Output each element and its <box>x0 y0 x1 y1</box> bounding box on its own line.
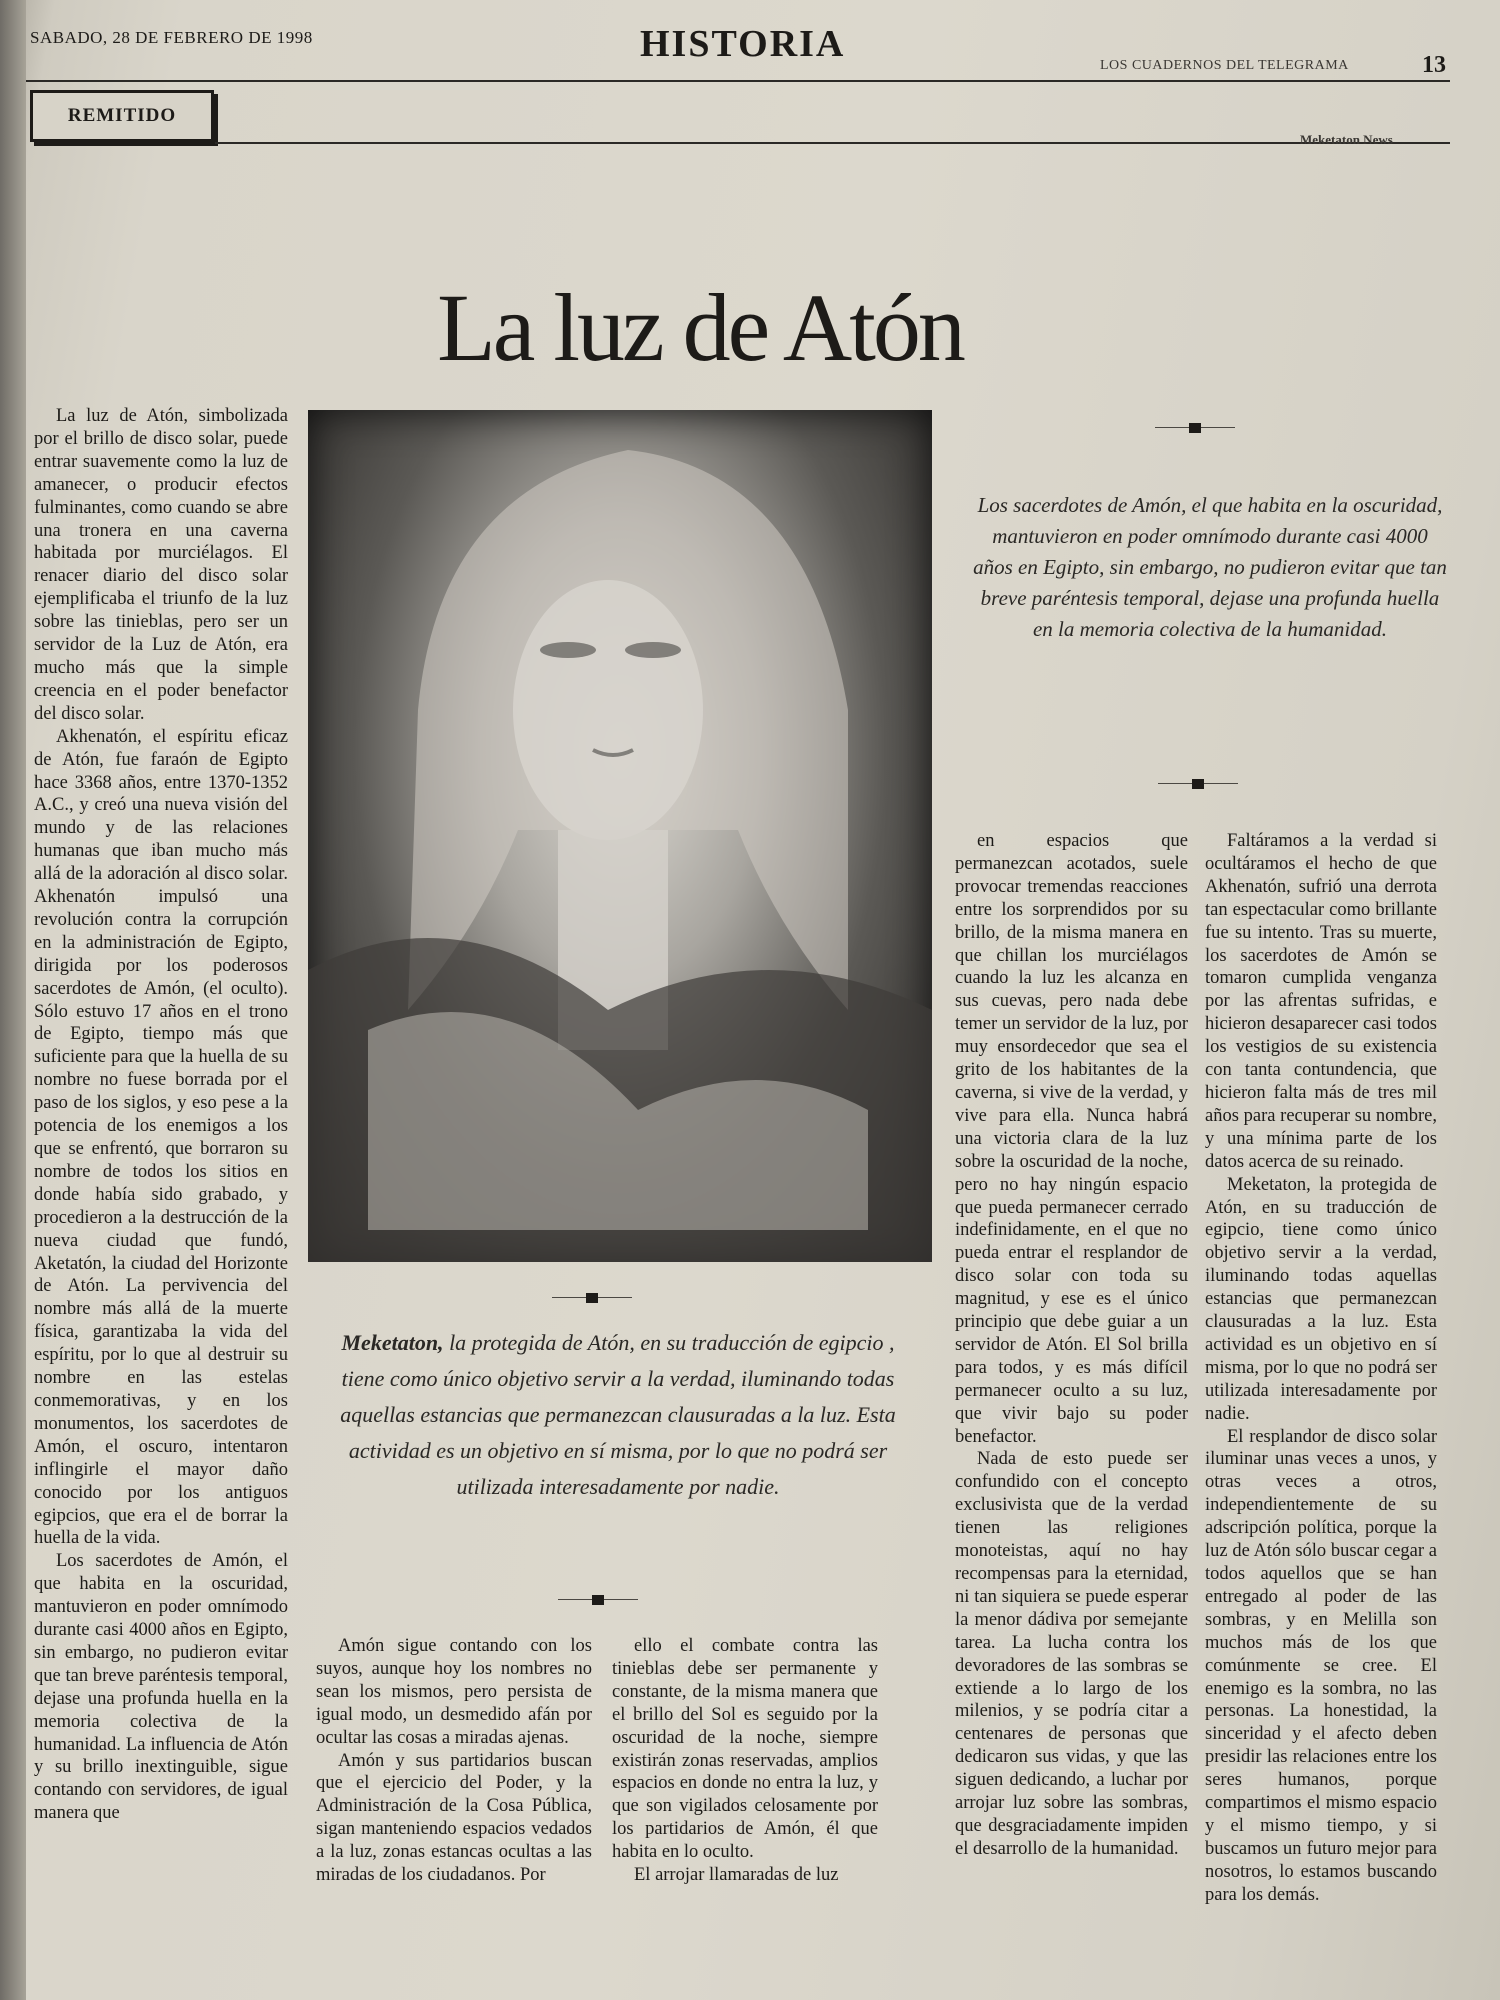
paragraph: Amón y sus partidarios buscan que el ejercicio del Poder, y la Administración de la Cosa Pública, sigan manteniendo espacios vedados a la luz, zonas estancas ocultas a las miradas de los ciudadanos. Por <box>316 1750 592 1886</box>
ornament-divider <box>558 1594 638 1606</box>
article-title: La luz de Atón <box>437 274 963 382</box>
paragraph: Nada de esto puede ser confundido con el concepto exclusivista que de la verdad tienen las religiones monoteistas, aquí no hay recompensas para la eternidad, ni tan siquiera se puede esperar la menor dádiva por semejante tarea. La lucha contra los devoradores de las sombras se extiende a lo largo de los milenios, y se podría citar a centenares de personas que dedicaron sus vidas, y que las siguen dedicando, a luchar por arrojar luz sobre las sombras, que desgraciadamente impiden el desarrollo de la humanidad. <box>955 1449 1188 1859</box>
pullquote-lead: Meketaton, <box>341 1330 444 1355</box>
source-tag: Meketaton News <box>1300 132 1393 147</box>
paragraph: Faltáramos a la verdad si ocultáramos el hecho de que Akhenatón, sufrió una derrota tan espectacular como brillante fue su intento. Tras su muerte, los sacerdotes de Amón se tomaron cumplida venganza por las afrentas sufridas, e hicieron desaparecer casi todos los vestigios de su existencia con tanta contundencia, que hicieron falta más de tres mil años para recuperar su nombre, y una mínima parte de los datos acerca de su reinado. <box>1205 831 1437 1172</box>
header-date: SABADO, 28 DE FEBRERO DE 1998 <box>30 28 313 47</box>
article-column-5 <box>1205 830 1437 1907</box>
paragraph: Los sacerdotes de Amón, el que habita en la oscuridad, mantuvieron en poder omnímodo durante casi 4000 años en Egipto, sin embargo, no pudieron evitar que tan breve paréntesis temporal, dejase una profunda huella en la memoria colectiva de la humanidad. La influencia de Atón y su brillo inextinguible, sigue contando con servidores, de igual manera que <box>34 1551 288 1824</box>
paragraph: ello el combate contra las tinieblas debe ser permanente y constante, de la misma manera que el brillo del Sol es seguido por la oscuridad de la noche, siempre existirán zonas reservadas, amplios espacios en donde no entra la luz, y que son vigilados celosamente por los partidarios de Amón, él que habita en lo oculto. <box>612 1636 878 1863</box>
publication-name: LOS CUADERNOS DEL TELEGRAMA <box>1100 58 1349 73</box>
pullquote-bottom <box>318 1325 918 1505</box>
pullquote-text: la protegida de Atón, en su traducción de egipcio , tiene como único objetivo servir a la verdad, iluminando todas aquellas estancias que permanezcan clausuradas a la luz. Esta actividad es un objetivo en sí misma, por lo que no podrá ser utilizada interesadamente por nadie. <box>340 1330 896 1499</box>
section-title: HISTORIA <box>640 23 846 65</box>
paragraph: en espacios que permanezcan acotados, suele provocar tremendas reacciones entre los sorprendidos por su brillo, de la misma manera en que chillan los murciélagos cuando la luz les alcanza en sus cuevas, pero nada debe temer un servidor de la luz, por muy ensordecedor que sea el grito de los habitantes de la caverna, si vive de la verdad, y vive para ella. Nunca habrá una victoria clara de la luz sobre la oscuridad de la noche, pero no hay ningún espacio que pueda permanecer cerrado indefinidamente, en el que no pueda entrar el resplandor de disco solar con toda su magnitud, y ese es el único principio que debe guiar a un servidor de Atón. El Sol brilla para todos, y es más difícil permanecer oculto a su luz, que vivir bajo su poder benefactor. <box>955 831 1188 1447</box>
paragraph: Akhenatón, el espíritu eficaz de Atón, fue faraón de Egipto hace 3368 años, entre 1370-1352 A.C., y creó una nueva visión del mundo y de las relaciones humanas que iban mucho más allá de la adoración al disco solar. Akhenatón impulsó una revolución contra la corrupción en la administración de Egipto, dirigida por los poderosos sacerdotes de Amón, (el oculto). Sólo estuvo 17 años en el trono de Egipto, tiempo más que suficiente para que la huella de su nombre no fuese borrada por el paso de los siglos, y eso pese a la potencia de los enemigos a los que se enfrentó, que borraron su nombre de todos los sitios en donde había sido grabado, y procedieron a la destrucción de la nueva ciudad que fundó, Aketatón, la ciudad del Horizonte de Atón. La pervivencia del nombre más allá de la muerte física, garantizaba la vida del espíritu, por lo que al destruir su nombre en las estelas conmemorativas, y en los monumentos, los sacerdotes de Amón, el oscuro, intentaron inflingirle el mayor daño conocido por los antiguos egipcios, que era el de borrar la huella de la vida. <box>34 726 288 1549</box>
article-column-2 <box>316 1635 592 1887</box>
article-column-1 <box>34 405 288 1825</box>
article-column-3 <box>612 1635 878 1887</box>
pharaoh-statue-photo <box>308 410 932 1262</box>
page-number: 13 <box>1422 52 1446 78</box>
paragraph: La luz de Atón, simbolizada por el brillo de disco solar, puede entrar suavemente como la luz de amanecer, o producir efectos fulminantes, como cuando se abre una tronera en una caverna habitada por murciélagos. El renacer diario del disco solar ejemplificaba el triunfo de la luz sobre las tinieblas, pero ser un servidor de la Luz de Atón, era mucho más que la simple creencia en el poder benefactor del disco solar. <box>34 406 288 724</box>
paragraph: Amón sigue contando con los suyos, aunque hoy los nombres no sean los mismos, pero persista de igual modo, un desmedido afán por ocultar las cosas a miradas ajenas. <box>316 1636 592 1748</box>
ornament-divider <box>1155 422 1235 434</box>
article-column-4 <box>955 830 1188 1861</box>
pullquote-top: Los sacerdotes de Amón, el que habita en la oscuridad, mantuvieron en poder omnímodo durante casi 4000 años en Egipto, sin embargo, no pudieron evitar que tan breve paréntesis temporal, dejase una profunda huella en la memoria colectiva de la humanidad. <box>973 493 1447 641</box>
remitido-label: REMITIDO <box>30 90 214 142</box>
header-rule <box>26 80 1450 82</box>
statue-illustration <box>308 410 932 1262</box>
paragraph: El resplandor de disco solar iluminar unas veces a unos, y otras veces a otros, independientemente de su adscripción política, porque la luz de Atón sólo buscar cegar a todos aquellos que se han entregado al poder de las sombras, y en Melilla son muchos más de los que comúnmente se cree. El enemigo es la sombra, no las personas. La honestidad, la sinceridad y el afecto deben presidir las relaciones entre los seres humanos, porque compartimos el mismo espacio y el mismo tiempo, y si buscamos un futuro mejor para nosotros, lo estamos buscando para los demás. <box>1205 1426 1437 1905</box>
paragraph: El arrojar llamaradas de luz <box>634 1865 839 1886</box>
ornament-divider <box>552 1292 632 1304</box>
subheader-rule <box>215 142 1450 144</box>
binding-gutter <box>0 0 26 2000</box>
ornament-divider <box>1158 778 1238 790</box>
paragraph: Meketaton, la protegida de Atón, en su traducción de egipcio, tiene como único objetivo servir a la verdad, iluminando todas aquellas estancias que permanezcan clausuradas a la luz. Esta actividad es un objetivo en sí misma, por lo que no podrá ser utilizada interesadamente por nadie. <box>1205 1174 1437 1424</box>
